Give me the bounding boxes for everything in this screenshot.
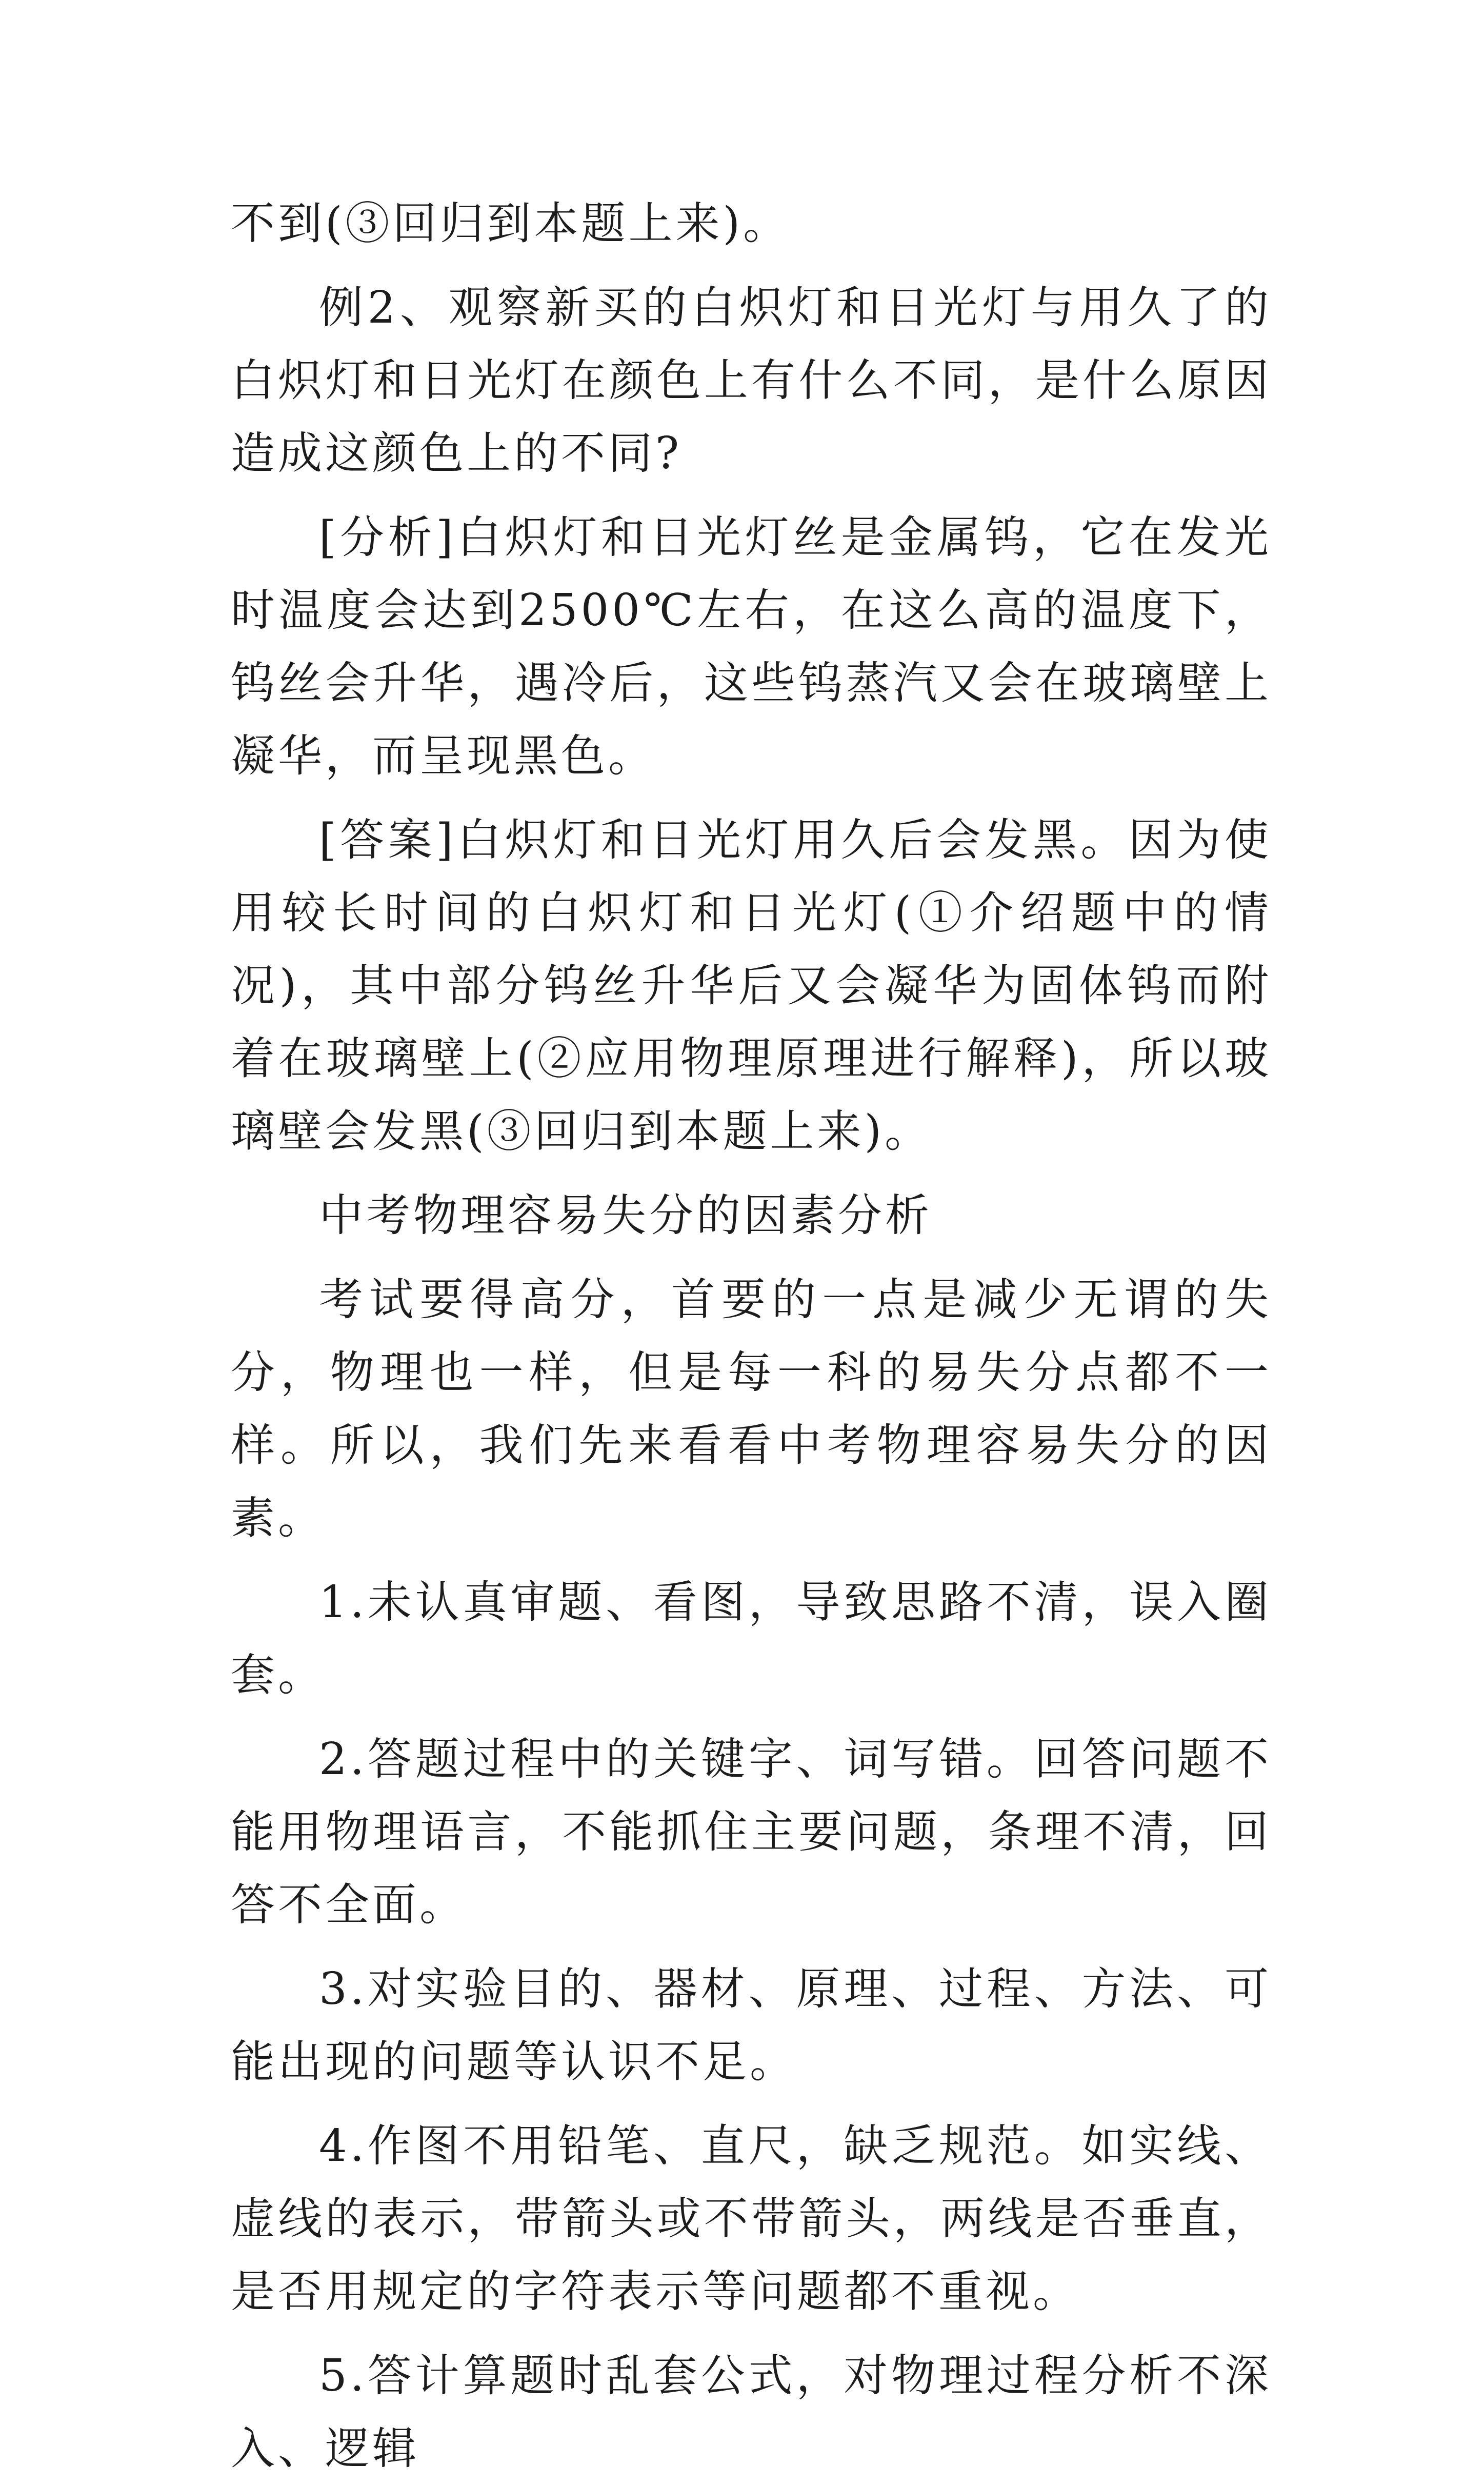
list-item-1: 1.未认真审题、看图，导致思路不清，误入圈套。 [231, 1577, 1272, 1701]
paragraph-continuation: 不到(③回归到本题上来)。 [231, 198, 791, 249]
paragraph-intro: 考试要得高分，首要的一点是减少无谓的失分，物理也一样，但是每一科的易失分点都不一样。所以，我们先来看看中考物理容易失分的因素。 [231, 1274, 1272, 1544]
document-page [231, 187, 1272, 2485]
section-heading: 中考物理容易失分的因素分析 [319, 1190, 932, 1241]
list-item-4: 4.作图不用铅笔、直尺，缺乏规范。如实线、虚线的表示，带箭头或不带箭头，两线是否垂直，是否用规定的字符表示等问题都不重视。 [231, 2120, 1272, 2317]
list-item-3: 3.对实验目的、器材、原理、过程、方法、可能出现的问题等认识不足。 [231, 1963, 1272, 2088]
paragraph-analysis: [分析]白炽灯和日光灯丝是金属钨，它在发光时温度会达到2500℃左右，在这么高的温度下，钨丝会升华，遇冷后，这些钨蒸汽又会在玻璃壁上凝华，而呈现黑色。 [231, 512, 1272, 782]
list-item-5: 5.答计算题时乱套公式，对物理过程分析不深入、逻辑 [231, 2350, 1272, 2474]
list-item-2: 2.答题过程中的关键字、词写错。回答问题不能用物理语言，不能抓住主要问题，条理不清，回答不全面。 [231, 1734, 1272, 1931]
paragraph-example-2-question: 例2、观察新买的白炽灯和日光灯与用久了的白炽灯和日光灯在颜色上有什么不同，是什么原因造成这颜色上的不同? [231, 282, 1272, 479]
paragraph-answer: [答案]白炽灯和日光灯用久后会发黑。因为使用较长时间的白炽灯和日光灯(①介绍题中的情况)，其中部分钨丝升华后又会凝华为固体钨而附着在玻璃壁上(②应用物理原理进行解释)，所以玻璃壁会发黑(③回归到本题上来)。 [231, 814, 1272, 1157]
